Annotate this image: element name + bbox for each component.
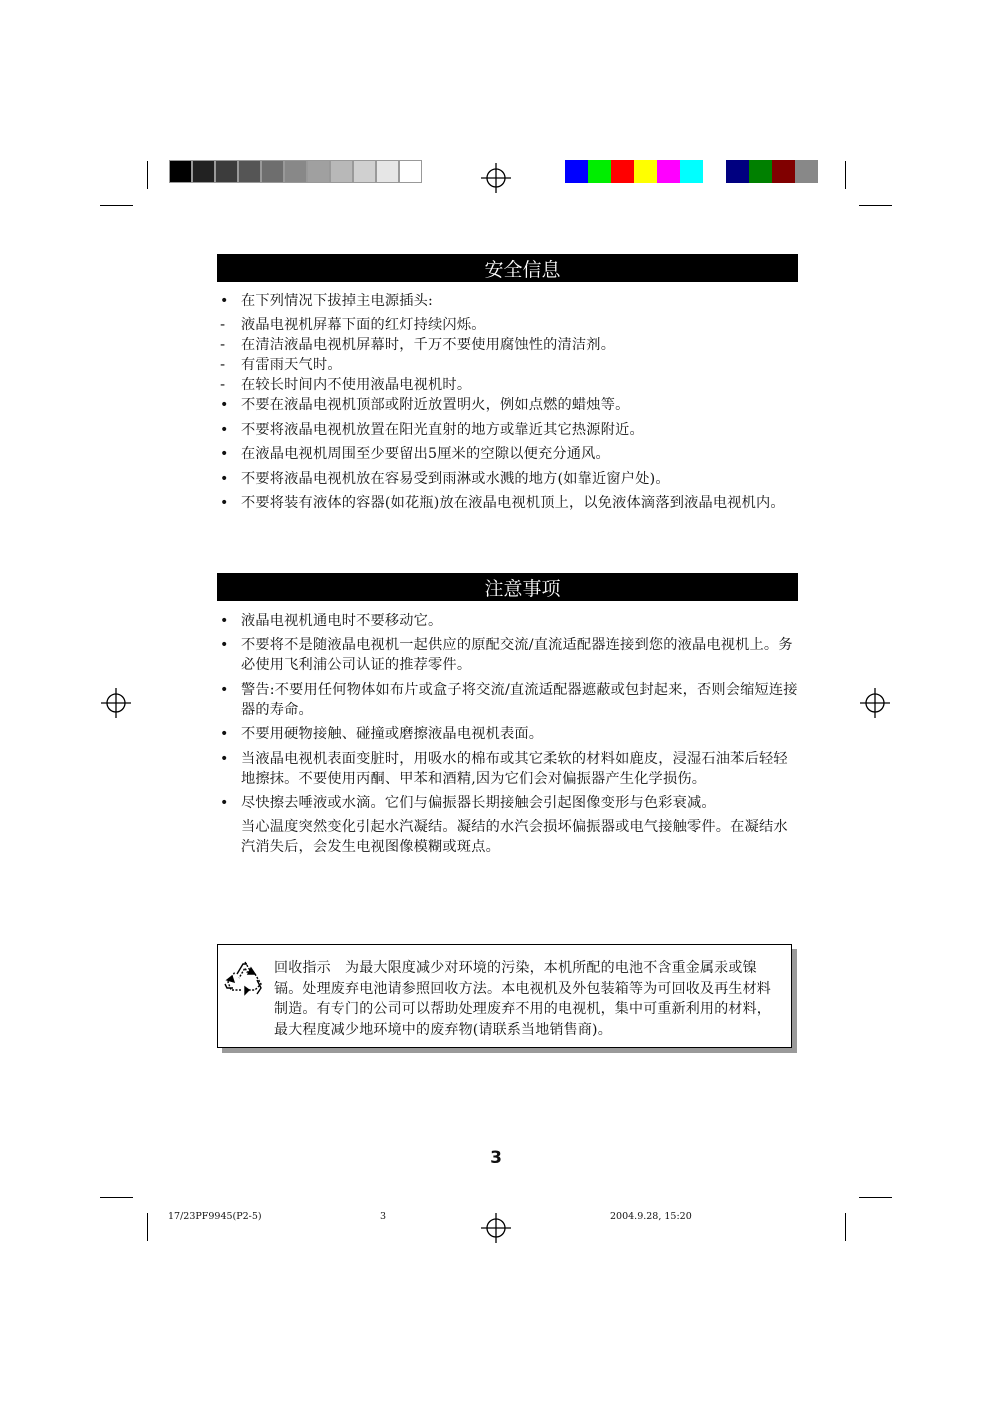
crop-mark <box>100 205 133 206</box>
registration-mark-icon <box>479 161 513 195</box>
crop-mark <box>859 205 892 206</box>
bullet-marker: • <box>220 421 229 438</box>
bullet-marker: • <box>220 794 229 811</box>
process-color-bar <box>565 160 818 183</box>
color-swatch <box>657 160 680 183</box>
bullet-marker: • <box>220 494 229 511</box>
registration-mark-icon <box>858 686 892 720</box>
recycle-icon <box>223 958 267 998</box>
list-item-text: 不要用硬物接触、碰撞或磨擦液晶电视机表面。 <box>241 726 544 743</box>
dash-marker: - <box>220 317 226 334</box>
bullet-marker: • <box>220 293 229 309</box>
grayscale-color-bar <box>169 160 422 183</box>
recycling-notice-text: 回收指示 为最大限度减少对环境的污染，本机所配的电池不含重金属汞或镍镉。处理废弃电池请参照回收方法。本电视机及外包装箱等为可回收及再生材料制造。有专门的公司可以帮助处理废弃不用的电视机，集中可重新利用的材料，最大程度减少地环境中的废弃物(请联系当地销售商)。 <box>274 960 771 1038</box>
crop-mark <box>100 1197 133 1198</box>
color-swatch <box>726 160 749 183</box>
list-item-text: 在较长时间内不使用液晶电视机时。 <box>241 377 472 394</box>
bullet-marker: • <box>220 637 229 654</box>
crop-mark <box>859 1197 892 1198</box>
crop-mark <box>147 161 148 189</box>
bullet-marker: • <box>220 470 229 487</box>
color-swatch <box>634 160 657 183</box>
registration-mark-icon <box>99 686 133 720</box>
list-item <box>220 611 798 631</box>
list-item <box>220 335 798 355</box>
bullet-marker: • <box>220 726 229 743</box>
color-swatch <box>192 160 215 183</box>
list-item <box>220 420 798 440</box>
list-item-text: 液晶电视机屏幕下面的红灯持续闪烁。 <box>241 317 486 334</box>
list-item-text: 不要在液晶电视机顶部或附近放置明火，例如点燃的蜡烛等。 <box>241 397 630 414</box>
crop-mark <box>845 1213 846 1241</box>
color-swatch <box>772 160 795 183</box>
list-item-text: 液晶电视机通电时不要移动它。 <box>241 613 443 629</box>
list-item-text: 尽快擦去唾液或水滴。它们与偏振器长期接触会引起图像变形与色彩衰减。 <box>241 794 716 811</box>
page-number: 3 <box>490 1148 502 1168</box>
bullet-marker: • <box>220 681 229 698</box>
section-title-notes <box>217 573 798 601</box>
list-item <box>220 793 798 813</box>
color-swatch <box>238 160 261 183</box>
list-item-text: 当心温度突然变化引起水汽凝结。凝结的水汽会损坏偏振器或电气接触零件。在凝结水汽消失后，会发生电视图像模糊或斑点。 <box>241 819 788 856</box>
color-swatch <box>307 160 330 183</box>
list-item <box>220 355 798 375</box>
crop-mark <box>147 1213 148 1241</box>
list-item <box>220 375 798 395</box>
registration-mark-icon <box>479 1211 513 1245</box>
dash-marker: - <box>220 357 226 374</box>
dash-marker: - <box>220 377 226 394</box>
footer-datetime: 2004.9.28, 15:20 <box>610 1211 692 1222</box>
color-swatch <box>261 160 284 183</box>
color-swatch <box>330 160 353 183</box>
list-item <box>220 395 798 415</box>
dash-marker: - <box>220 337 226 354</box>
list-item <box>220 291 798 311</box>
list-item <box>220 444 798 464</box>
bullet-marker: • <box>220 750 229 767</box>
notes-list <box>220 611 798 862</box>
list-item <box>220 724 798 744</box>
list-item-text: 不要将液晶电视机放置在阳光直射的地方或靠近其它热源附近。 <box>241 421 644 438</box>
recycling-notice <box>217 944 792 1048</box>
list-item-text: 不要将装有液体的容器(如花瓶)放在液晶电视机顶上，以免液体滴落到液晶电视机内。 <box>241 494 785 511</box>
list-item <box>220 315 798 335</box>
list-item-text: 不要将不是随液晶电视机一起供应的原配交流/直流适配器连接到您的液晶电视机上。务必使用飞利浦公司认证的推荐零件。 <box>241 637 793 674</box>
bullet-marker: • <box>220 397 229 414</box>
color-swatch <box>588 160 611 183</box>
list-item-text: 在清洁液晶电视机屏幕时，千万不要使用腐蚀性的清洁剂。 <box>241 337 616 354</box>
list-item <box>220 469 798 489</box>
color-swatch <box>795 160 818 183</box>
color-swatch <box>611 160 634 183</box>
section-title-safety <box>217 254 798 282</box>
list-item-text: 有雷雨天气时。 <box>241 357 342 374</box>
list-item <box>220 817 798 857</box>
crop-mark <box>845 161 846 189</box>
safety-list <box>220 291 798 517</box>
section-title-text: 安全信息 <box>484 258 561 281</box>
list-item-text: 在液晶电视机周围至少要留出5厘米的空隙以便充分通风。 <box>241 446 610 463</box>
list-item-text: 当液晶电视机表面变脏时，用吸水的棉布或其它柔软的材料如鹿皮，浸湿石油苯后轻轻地擦抹。不要使用丙酮、甲苯和酒精,因为它们会对偏振器产生化学损伤。 <box>241 750 788 787</box>
color-swatch <box>565 160 588 183</box>
list-item-text: 不要将液晶电视机放在容易受到雨淋或水溅的地方(如靠近窗户处)。 <box>241 470 670 487</box>
color-swatch <box>353 160 376 183</box>
color-swatch <box>215 160 238 183</box>
color-swatch <box>703 160 726 183</box>
footer-page: 3 <box>380 1211 387 1222</box>
list-item <box>220 635 798 675</box>
list-item <box>220 749 798 789</box>
color-swatch <box>399 160 422 183</box>
list-item <box>220 680 798 720</box>
list-item <box>220 493 798 513</box>
list-item-text: 警告:不要用任何物体如布片或盒子将交流/直流适配器遮蔽或包封起来，否则会缩短连接器的寿命。 <box>241 681 798 718</box>
color-swatch <box>376 160 399 183</box>
color-swatch <box>680 160 703 183</box>
bullet-marker: • <box>220 446 229 463</box>
color-swatch <box>749 160 772 183</box>
section-title-text: 注意事项 <box>484 577 561 600</box>
color-swatch <box>169 160 192 183</box>
bullet-marker: • <box>220 613 229 629</box>
color-swatch <box>284 160 307 183</box>
footer-file-name: 17/23PF9945(P2-5) <box>168 1211 262 1222</box>
list-item-text: 在下列情况下拔掉主电源插头: <box>241 293 434 309</box>
